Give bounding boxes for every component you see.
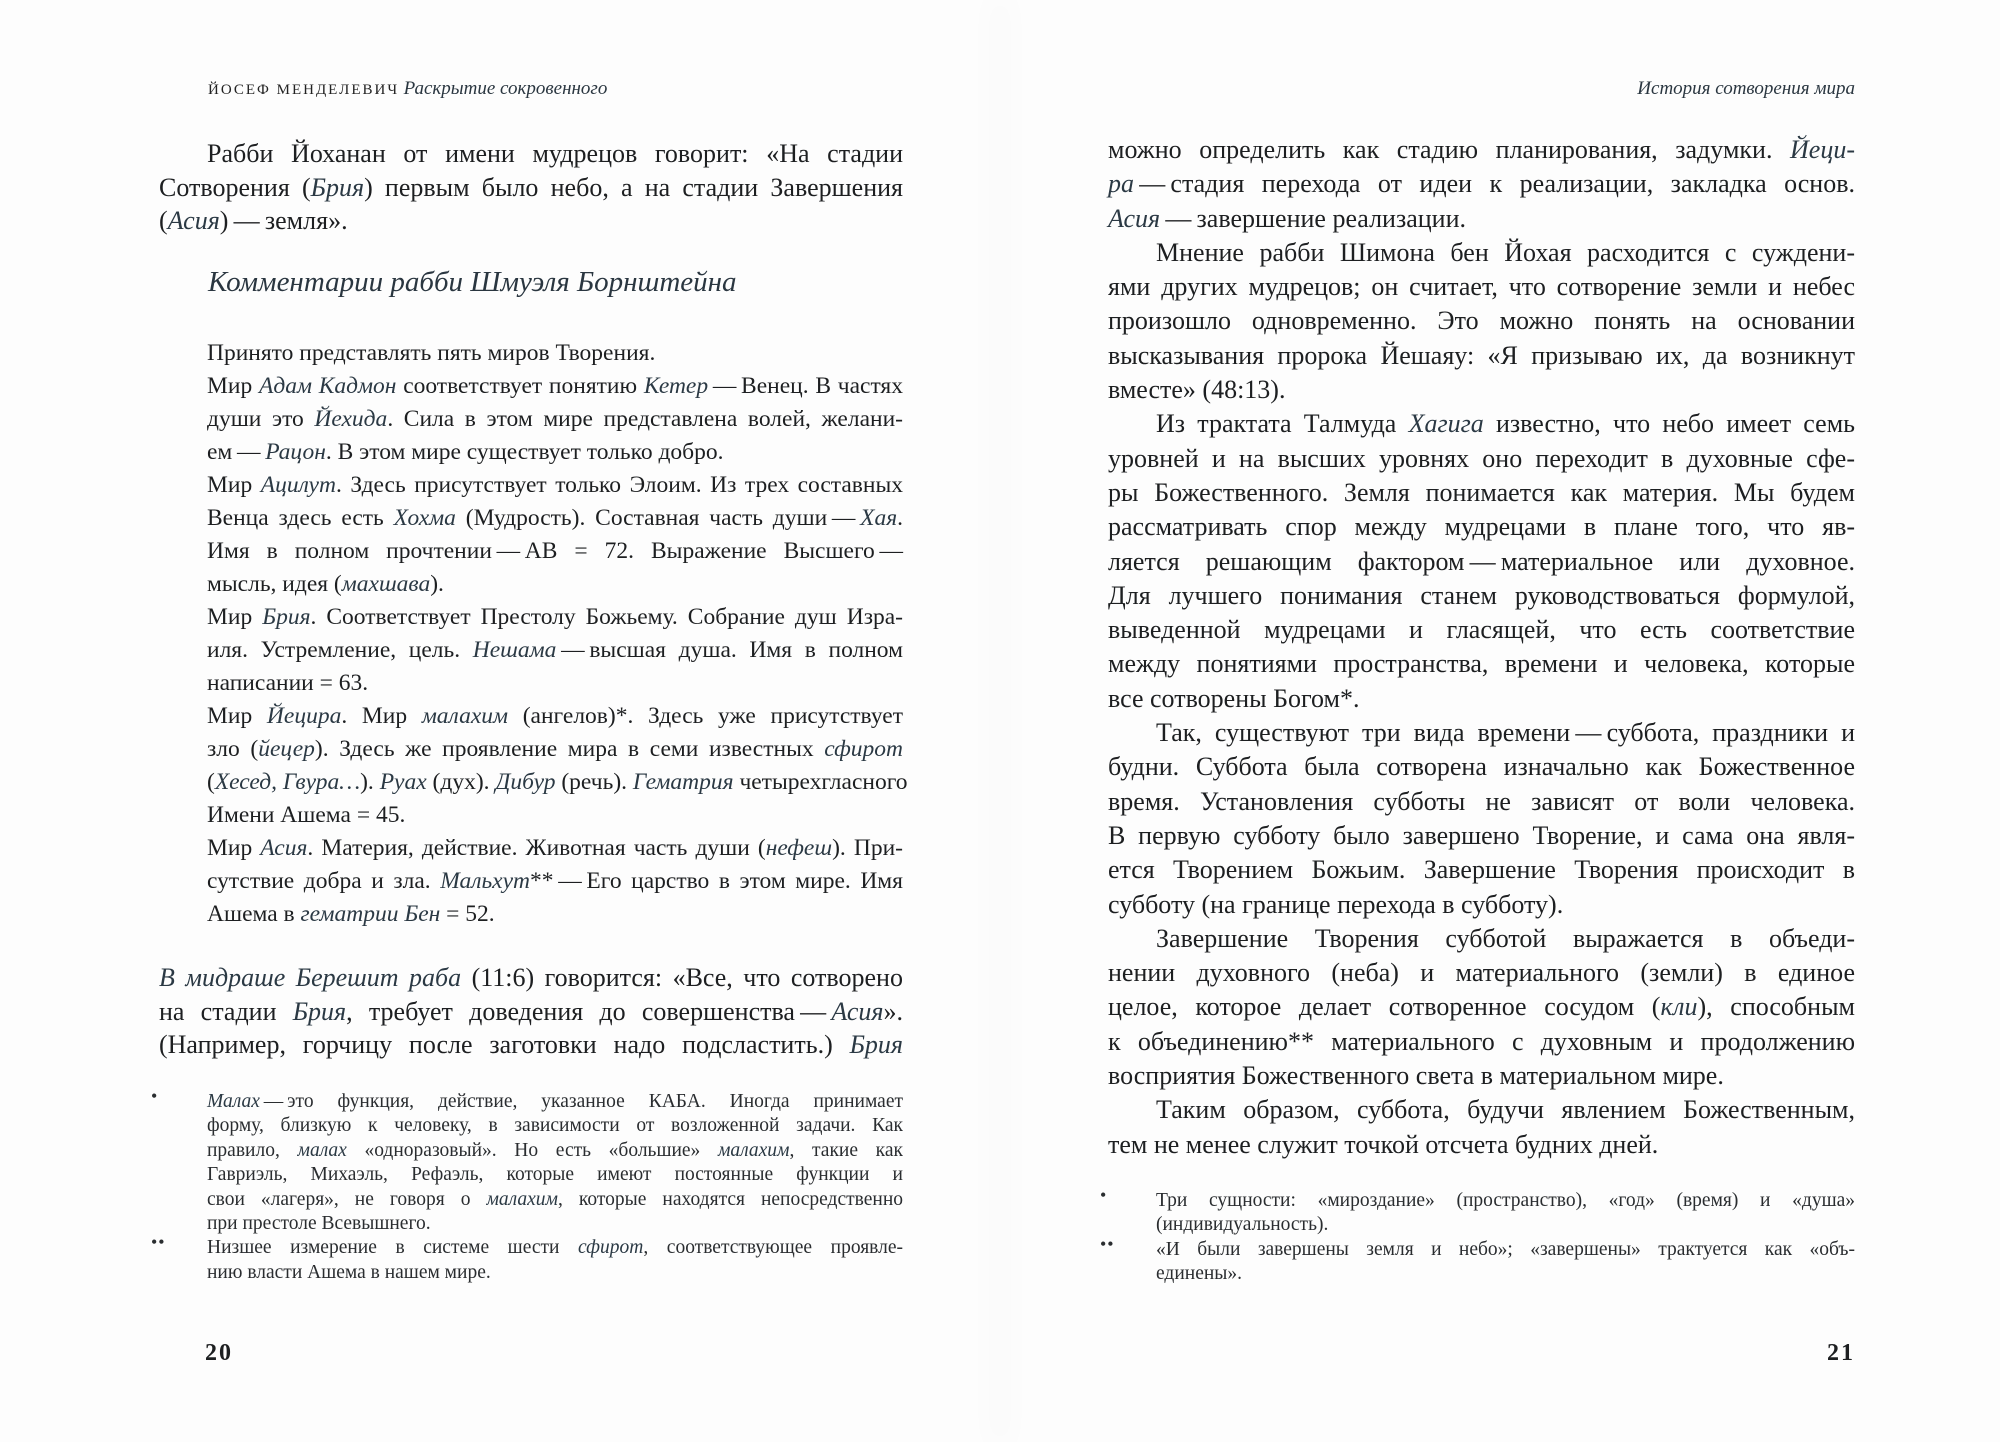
text-line: уровней и на высших уровнях оно переходит в духовные сфе- bbox=[1108, 443, 1855, 473]
paragraph bbox=[159, 137, 903, 238]
left-footnotes bbox=[151, 1086, 903, 1285]
footnote-line: Малах — это функция, действие, указанное КАБА. Иногда принимает bbox=[207, 1091, 903, 1112]
running-head-book-title: Раскрытие сокровенного bbox=[403, 78, 608, 99]
footnote-marker: • bbox=[151, 1086, 159, 1106]
right-body-text bbox=[1108, 133, 1855, 1162]
text-line: Мир Адам Кадмон соответствует понятию Кетер — Венец. В частях bbox=[207, 373, 903, 399]
italic-term: Гематрия bbox=[632, 769, 734, 795]
text-line: ра — стадия перехода от идеи к реализации, закладка основ. bbox=[1108, 169, 1855, 199]
footnote bbox=[1100, 1233, 1855, 1287]
footnote-line: «И были завершены земля и небо»; «завершены» трактуется как «объ- bbox=[1156, 1238, 1855, 1260]
italic-term: сфирот bbox=[578, 1237, 644, 1259]
paragraph bbox=[207, 469, 903, 601]
italic-term: Брия bbox=[849, 1030, 903, 1059]
text-line: к объединению** материального с духовным и продолжению bbox=[1108, 1026, 1855, 1056]
right-running-head bbox=[1637, 78, 1855, 100]
italic-term: Рацон bbox=[265, 439, 326, 465]
italic-term: Асия bbox=[167, 206, 220, 235]
text-line: иля. Устремление, цель. Нешама — высшая душа. Имя в полном bbox=[207, 637, 903, 663]
footnote-line: нию власти Ашема в нашем мире. bbox=[207, 1261, 491, 1283]
italic-term: ра bbox=[1108, 169, 1134, 199]
footnote-line: (индивидуальность). bbox=[1156, 1214, 1329, 1236]
footnote-marker: •• bbox=[1100, 1233, 1115, 1254]
italic-term: Малах bbox=[207, 1091, 260, 1112]
italic-term: Адам Кадмон bbox=[259, 373, 397, 399]
paragraph bbox=[1108, 922, 1855, 1093]
footnote-marker: •• bbox=[151, 1232, 166, 1253]
italic-term: малахим bbox=[717, 1139, 790, 1161]
italic-term: малах bbox=[297, 1139, 347, 1161]
text-line: Таким образом, суббота, будучи явлением Божественным, bbox=[1156, 1095, 1855, 1125]
text-line: на стадии Брия, требует доведения до совершенства — Асия». bbox=[159, 996, 903, 1026]
text-line: Мир Брия. Соответствует Престолу Божьему. Собрание душ Изра- bbox=[207, 604, 903, 630]
footnote-line: при престоле Всевышнего. bbox=[207, 1213, 431, 1235]
italic-term: Брия bbox=[262, 604, 311, 630]
text-line: (Хесед, Гвура…). Руах (дух). Дибур (речь). Гематрия четырехгласного bbox=[207, 769, 908, 795]
text-line: зло (йецер). Здесь же проявление мира в семи известных сфирот bbox=[207, 736, 903, 762]
italic-term: Ацилут bbox=[260, 472, 336, 498]
commentary-heading: Комментарии рабби Шмуэля Борнштейна bbox=[208, 266, 737, 298]
text-line: сутствие добра и зла. Мальхут** — Его царство в этом мире. Имя bbox=[207, 868, 903, 894]
text-line: нении духовного (неба) и материального (земли) в единое bbox=[1108, 958, 1855, 988]
paragraph bbox=[207, 601, 903, 700]
italic-term: Брия bbox=[310, 172, 365, 202]
italic-term: нефеш bbox=[765, 835, 833, 861]
text-line: высказывания пророка Йешаяу: «Я призываю их, да возникнут bbox=[1108, 340, 1855, 370]
text-line: будни. Суббота была сотворена изначально как Божественное bbox=[1108, 752, 1855, 782]
text-line: ями других мудрецов; он считает, что сотворение земли и небес bbox=[1108, 272, 1855, 302]
text-line: Асия — завершение реализации. bbox=[1108, 203, 1467, 233]
italic-term: Хохма bbox=[393, 505, 456, 531]
italic-term: В мидраше Берешит раба bbox=[159, 963, 462, 992]
text-line: Завершение Творения субботой выражается в объеди- bbox=[1156, 923, 1855, 953]
paragraph bbox=[207, 337, 903, 370]
italic-term: малахим bbox=[421, 703, 509, 729]
page-number-left: 20 bbox=[205, 1340, 233, 1366]
footnote-line: Низшее измерение в системе шести сфирот, соответствующее проявле- bbox=[207, 1237, 903, 1259]
text-line: Мнение рабби Шимона бен Йохая расходится с суждени- bbox=[1156, 237, 1855, 267]
text-line: (Асия) — земля». bbox=[159, 206, 348, 235]
italic-term: Йецира bbox=[266, 703, 342, 729]
italic-term: Нешама bbox=[472, 637, 557, 663]
italic-term: Хагига bbox=[1408, 409, 1484, 439]
text-line: ем — Рацон. В этом мире существует только добро. bbox=[207, 439, 724, 465]
italic-term: Асия bbox=[260, 835, 308, 861]
right-footnotes bbox=[1100, 1185, 1855, 1287]
paragraph bbox=[1108, 407, 1855, 716]
footnote-line: правило, малах «одноразовый». Но есть «большие» малахим, такие как bbox=[207, 1139, 903, 1161]
footnote-line: Гавриэль, Михаэль, Рефаэль, которые имеют постоянные функции и bbox=[207, 1164, 903, 1186]
running-head-author: ЙОСЕФ МЕНДЕЛЕВИЧ bbox=[208, 82, 400, 98]
footnote bbox=[151, 1086, 903, 1236]
paragraph bbox=[159, 961, 903, 1062]
text-line: Мир Асия. Материя, действие. Животная часть души (нефеш). При- bbox=[207, 835, 903, 861]
italic-term: Брия bbox=[292, 996, 347, 1026]
text-line: рассматривать спор между мудрецами в плане того, что яв- bbox=[1108, 512, 1855, 542]
midrash-paragraph bbox=[159, 961, 903, 1062]
text-line: Имя в полном прочтении — АВ = 72. Выражение Высшего — bbox=[207, 538, 903, 564]
text-line: Имени Ашема = 45. bbox=[207, 802, 406, 828]
text-line: мысль, идея (махшава). bbox=[207, 571, 444, 597]
italic-term: Асия bbox=[1108, 203, 1161, 233]
italic-term: Йеци- bbox=[1790, 135, 1855, 164]
paragraph bbox=[1108, 716, 1855, 922]
text-line: ется Творением Божьим. Завершение Творения происходит в bbox=[1108, 855, 1855, 885]
text-line: время. Установления субботы не зависят от воли человека. bbox=[1108, 786, 1855, 816]
text-line: вместе» (48:13). bbox=[1108, 375, 1286, 405]
text-line: души это Йехида. Сила в этом мире представлена волей, желани- bbox=[207, 406, 903, 432]
paragraph bbox=[207, 700, 908, 832]
paragraph bbox=[207, 832, 903, 931]
text-line: В первую субботу было завершено Творение, и сама она явля- bbox=[1108, 820, 1855, 850]
italic-term: Кетер bbox=[643, 373, 709, 399]
text-line: Так, существуют три вида времени — суббота, праздники и bbox=[1156, 718, 1855, 748]
italic-term: Йехида bbox=[314, 406, 388, 432]
paragraph bbox=[1108, 1093, 1855, 1162]
text-line: Мир Ацилут. Здесь присутствует только Элоим. Из трех составных bbox=[207, 472, 903, 498]
text-line: написании = 63. bbox=[207, 670, 369, 696]
text-line: Из трактата Талмуда Хагига известно, что небо имеет семь bbox=[1156, 409, 1856, 439]
text-line: Ашема в гематрии Бен = 52. bbox=[207, 901, 495, 927]
italic-term: Хесед, Гвура… bbox=[214, 769, 361, 795]
paragraph bbox=[1108, 133, 1855, 236]
text-line: тем не менее служит точкой отсчета будних дней. bbox=[1108, 1129, 1659, 1159]
footnote-line: свои «лагеря», не говоря о малахим, которые находятся непосредственно bbox=[207, 1188, 903, 1210]
italic-term: махшава bbox=[341, 571, 431, 597]
text-line: произошло одновременно. Это можно понять на основании bbox=[1108, 306, 1855, 336]
footnote-line: единены». bbox=[1156, 1263, 1243, 1285]
text-line: Сотворения (Брия) первым было небо, а на стадии Завершения bbox=[159, 172, 903, 202]
text-line: все сотворены Богом*. bbox=[1108, 683, 1360, 713]
footnote-marker: • bbox=[1100, 1185, 1108, 1205]
text-line: Венца здесь есть Хохма (Мудрость). Составная часть души — Хая. bbox=[207, 505, 903, 531]
italic-term: гематрии Бен bbox=[300, 901, 441, 927]
italic-term: Хая bbox=[860, 505, 898, 531]
running-head-chapter-title: История сотворения мира bbox=[1637, 78, 1855, 99]
text-line: ляется решающим фактором — материальное или духовное. bbox=[1108, 546, 1855, 576]
text-line: ры Божественного. Земля понимается как материя. Мы будем bbox=[1108, 477, 1855, 507]
italic-term: Мальхут bbox=[440, 868, 530, 894]
text-line: (Например, горчицу после заготовки надо подсластить.) Брия bbox=[159, 1030, 903, 1059]
text-line: Для лучшего понимания станем руководствоваться формулой, bbox=[1108, 580, 1855, 610]
text-line: восприятия Божественного света в материальном мире. bbox=[1108, 1061, 1724, 1091]
italic-term: кли bbox=[1660, 992, 1698, 1022]
text-line: Мир Йецира. Мир малахим (ангелов)*. Здесь уже присутствует bbox=[207, 703, 903, 729]
footnote-line: форму, близкую к человеку, в зависимости от возложенной задачи. Как bbox=[207, 1115, 903, 1137]
text-line: Рабби Йоханан от имени мудрецов говорит: «На стадии bbox=[207, 139, 903, 168]
text-line: Принято представлять пять миров Творения. bbox=[207, 340, 656, 366]
footnote bbox=[1100, 1185, 1855, 1238]
text-line: В мидраше Берешит раба (11:6) говорится: «Все, что сотворено bbox=[159, 963, 903, 992]
italic-term: сфирот bbox=[824, 736, 903, 762]
text-line: можно определить как стадию планирования, задумки. Йеци- bbox=[1108, 135, 1855, 164]
footnote-line: Три сущности: «мироздание» (пространство), «год» (время) и «душа» bbox=[1156, 1190, 1855, 1211]
commentary-block bbox=[207, 337, 908, 931]
paragraph bbox=[207, 370, 903, 469]
text-line: субботу (на границе перехода в субботу). bbox=[1108, 889, 1564, 919]
italic-term: Асия bbox=[831, 996, 884, 1026]
paragraph bbox=[1108, 236, 1855, 407]
italic-term: Руах bbox=[379, 769, 427, 795]
italic-term: йецер bbox=[258, 736, 315, 762]
left-running-head bbox=[208, 78, 607, 100]
footnote bbox=[151, 1232, 903, 1285]
italic-term: Дибур bbox=[495, 769, 556, 795]
text-line: выведенной мудрецами и гласящей, что есть соответствие bbox=[1108, 615, 1855, 645]
text-line: между понятиями пространства, времени и человека, которые bbox=[1108, 649, 1855, 679]
left-intro-paragraph bbox=[159, 137, 903, 238]
text-line: целое, которое делает сотворенное сосудом (кли), способным bbox=[1108, 992, 1855, 1022]
italic-term: малахим bbox=[486, 1188, 559, 1210]
page-number-right: 21 bbox=[1827, 1340, 1855, 1366]
